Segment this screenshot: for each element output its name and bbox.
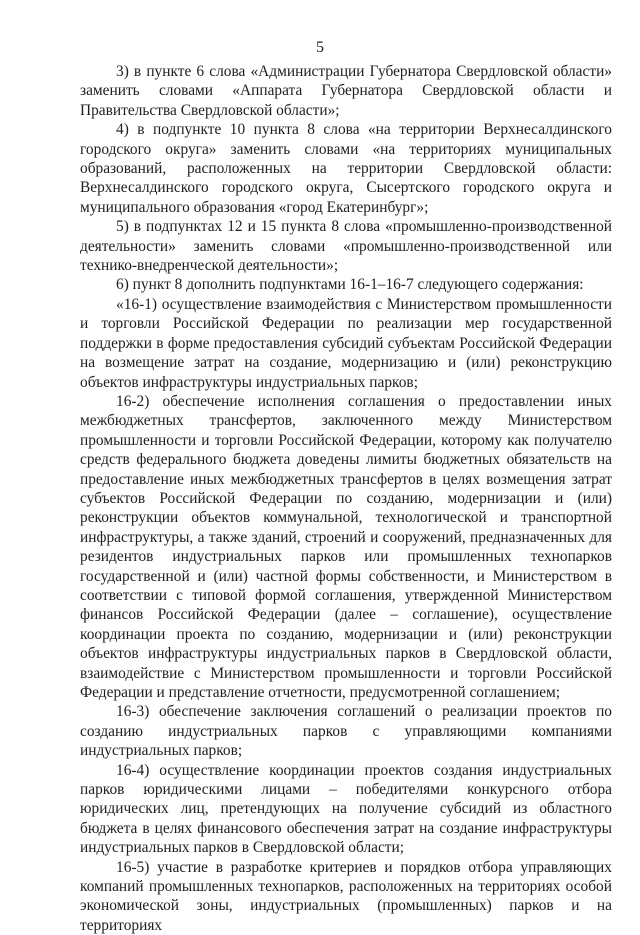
page-number: 5 [316,39,324,56]
paragraph-subitem-16-1: «16-1) осуществление взаимодействия с Министерством промышленности и торговли Российской Федерации по реализации мер государственной поддержки в форме предоставления субсидий субъектам Российской Федерации на возмещение затрат на создание, модернизацию и (или) реконструкцию объектов инфраструктуры индустриальных парков; [80,295,612,391]
document-body [80,62,612,935]
paragraph-subitem-16-4: 16-4) осуществление координации проектов создания индустриальных парков юридическими лицами – победителями конкурсного отбора юридических лиц, претендующих на получение субсидий из областного бюджета в целях финансового обеспечения затрат на создание инфраструктуры индустриальных парков в Свердловской области; [80,761,612,857]
paragraph-subitem-16-3: 16-3) обеспечение заключения соглашений о реализации проектов по созданию индустриальных парков с управляющими компаниями индустриальных парков; [80,703,612,760]
paragraph-item-5: 5) в подпунктах 12 и 15 пункта 8 слова «промышленно-производственной деятельности» заменить словами «промышленно-производственной или технико-внедренческой деятельности»; [80,218,612,275]
paragraph-item-6: 6) пункт 8 дополнить подпунктами 16-1–16-7 следующего содержания: [116,276,584,294]
paragraph-item-4: 4) в подпункте 10 пункта 8 слова «на территории Верхнесалдинского городского округа» заменить словами «на территориях муниципальных образований, расположенных на территории Свердловской области: Верхнесалдинского городского округа, Сысертского городского округа и муниципального образования «город Екатеринбург»; [80,121,612,216]
paragraph-subitem-16-2: 16-2) обеспечение исполнения соглашения о предоставлении иных межбюджетных трансфертов, заключенного между Министерством промышленности и торговли Российской Федерации, которому как получателю средств федерального бюджета доведены лимиты бюджетных обязательств на предоставление иных межбюджетных трансфертов в целях возмещения затрат субъектов Российской Федерации по созданию, модернизации и (или) реконструкции объектов коммунальной, технологической и транспортной инфраструктуры, а также зданий, строений и сооружений, предназначенных для резидентов индустриальных парков или промышленных технопарков государственной и (или) частной формы собственности, и Министерством в соответствии с типовой формой соглашения, утвержденной Министерством финансов Российской Федерации (далее – соглашение), осуществление координации проекта по созданию, модернизации и (или) реконструкции объектов инфраструктуры индустриальных парков в Свердловской области, взаимодействие с Министерством промышленности и торговли Российской Федерации и представление отчетности, предусмотренной соглашением; [80,392,612,701]
paragraph-item-3: 3) в пункте 6 слова «Администрации Губернатора Свердловской области» заменить словами «Аппарата Губернатора Свердловской области и Правительства Свердловской области»; [80,63,612,119]
paragraph-subitem-16-5: 16-5) участие в разработке критериев и порядков отбора управляющих компаний промышленных технопарков, расположенных на территориях особой экономической зоны, индустриальных (промышленных) парков и на территориях [80,858,612,934]
